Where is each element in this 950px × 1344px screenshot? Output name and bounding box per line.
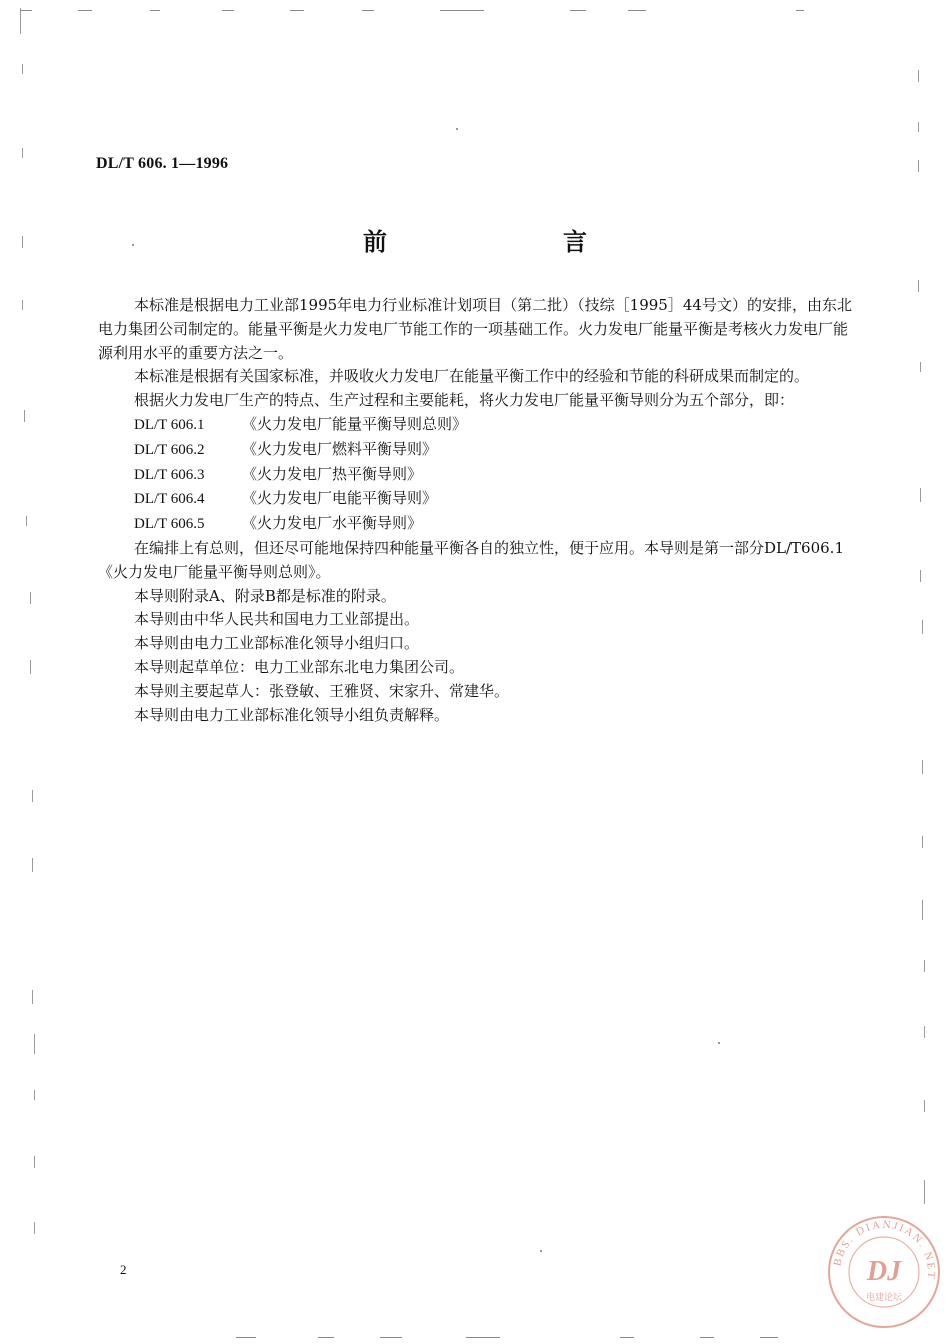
part-name: 《火力发电厂能量平衡导则总则》 <box>242 414 468 433</box>
scan-artifact <box>318 1337 334 1338</box>
scan-artifact <box>918 280 919 292</box>
scan-artifact <box>222 10 234 11</box>
list-item <box>98 413 858 438</box>
document-body <box>98 294 858 727</box>
part-code: DL/T 606.1 <box>134 416 205 433</box>
scan-artifact <box>22 300 23 310</box>
scan-artifact <box>700 1337 714 1338</box>
part-name: 《火力发电厂电能平衡导则》 <box>242 489 438 508</box>
scan-speck <box>456 128 458 130</box>
part-code: DL/T 606.5 <box>134 516 205 533</box>
paragraph: 本导则主要起草人：张登敏、王雅贤、宋家升、常建华。 <box>134 681 510 700</box>
scan-artifact <box>20 10 32 11</box>
scan-artifact <box>924 1180 925 1204</box>
scan-artifact <box>628 10 646 11</box>
list-item <box>98 487 858 512</box>
scan-artifact <box>922 900 923 920</box>
list-item <box>98 438 858 463</box>
scan-artifact <box>922 760 923 774</box>
scan-artifact <box>922 620 923 634</box>
part-name: 《火力发电厂水平衡导则》 <box>242 514 423 533</box>
scan-artifact <box>918 160 919 172</box>
watermark-stamp-icon <box>826 1214 942 1330</box>
scan-artifact <box>22 148 23 158</box>
scan-artifact <box>290 10 304 11</box>
scan-artifact <box>440 10 484 11</box>
scan-artifact <box>924 1026 925 1038</box>
scan-artifact <box>362 10 374 11</box>
part-name: 《火力发电厂热平衡导则》 <box>242 464 423 483</box>
scan-artifact <box>570 10 586 11</box>
scan-artifact <box>34 1222 35 1234</box>
part-name: 《火力发电厂燃料平衡导则》 <box>242 439 438 458</box>
scan-artifact <box>78 10 92 11</box>
paragraph: 在编排上有总则，但还尽可能地保持四种能量平衡各自的独立性，便于应用。本导则是第一部分DL/T606.1《火力发电厂能量平衡导则总则》。 <box>98 538 844 581</box>
scan-artifact <box>32 990 33 1004</box>
scan-artifact <box>924 960 925 972</box>
part-code: DL/T 606.2 <box>134 441 205 458</box>
list-item <box>98 463 858 488</box>
scan-artifact <box>34 1034 35 1054</box>
page-number: 2 <box>120 1262 127 1277</box>
paragraph: 本标准是根据有关国家标准，并吸收火力发电厂在能量平衡工作中的经验和节能的科研成果而制定的。 <box>134 367 810 386</box>
scan-artifact <box>236 1337 256 1338</box>
scan-speck <box>718 1042 720 1044</box>
list-item <box>98 512 858 537</box>
paragraph: 本导则由电力工业部标准化领导小组归口。 <box>134 634 420 653</box>
scan-artifact <box>34 1156 35 1168</box>
paragraph: 本导则由电力工业部标准化领导小组负责解释。 <box>134 705 450 724</box>
part-code: DL/T 606.4 <box>134 491 205 508</box>
scan-artifact <box>24 410 25 422</box>
scan-artifact <box>918 122 919 132</box>
scan-artifact <box>380 1337 402 1338</box>
scan-artifact <box>920 570 921 582</box>
stamp-bottom-text: 电建论坛 <box>865 1293 903 1303</box>
scan-artifact <box>924 1100 925 1112</box>
stamp-logo: DJ <box>866 1256 902 1287</box>
paragraph: 本导则由中华人民共和国电力工业部提出。 <box>134 610 420 629</box>
page-title: 前 言 <box>363 227 663 256</box>
scan-artifact <box>32 858 33 872</box>
scan-artifact <box>22 64 23 74</box>
scan-artifact <box>920 362 921 372</box>
scan-artifact <box>796 10 804 11</box>
scan-artifact <box>922 836 923 848</box>
paragraph: 本标准是根据电力工业部1995年电力行业标准计划项目（第二批）（技综［1995］44号文）的安排，由东北电力集团公司制定的。能量平衡是火力发电厂节能工作的一项基础工作。火力发电厂能量平衡是考核火力发电厂能源利用水平的重要方法之一。 <box>98 296 852 362</box>
scan-artifact <box>32 790 33 802</box>
scan-artifact <box>20 8 21 34</box>
scan-artifact <box>760 1337 778 1338</box>
paragraph: 根据火力发电厂生产的特点、生产过程和主要能耗，将火力发电厂能量平衡导则分为五个部分，即： <box>134 391 795 410</box>
scan-artifact <box>26 516 27 526</box>
scan-artifact <box>30 592 31 604</box>
scan-artifact <box>150 10 160 11</box>
part-code: DL/T 606.3 <box>134 466 205 483</box>
scan-speck <box>540 1250 542 1252</box>
stamp-ring-text: BBS. DIANJIAN. NET <box>831 1218 938 1281</box>
document-code: DL/T 606. 1—1996 <box>96 155 229 172</box>
scan-artifact <box>466 1337 500 1338</box>
paragraph: 本导则起草单位：电力工业部东北电力集团公司。 <box>134 657 465 676</box>
scan-artifact <box>30 660 31 674</box>
scan-artifact <box>34 1090 35 1100</box>
paragraph: 本导则附录A、附录B都是标准的附录。 <box>134 586 396 605</box>
scan-artifact <box>920 488 921 502</box>
scan-artifact <box>918 70 919 82</box>
scan-artifact <box>620 1337 634 1338</box>
